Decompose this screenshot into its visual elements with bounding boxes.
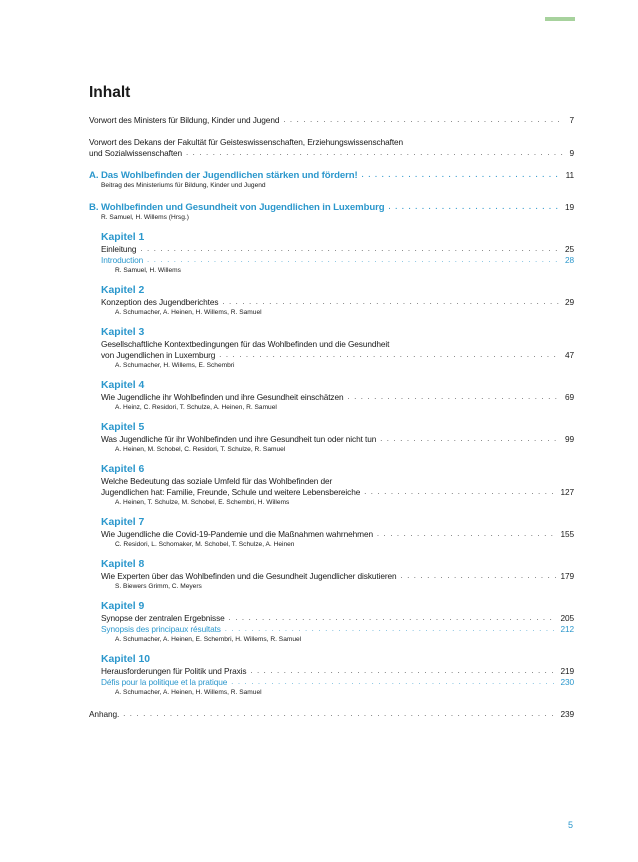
leader-dots <box>380 434 561 445</box>
chapter-label-7: Kapitel 7 <box>101 517 145 528</box>
toc-entry-konzeption[interactable] <box>89 297 574 308</box>
entry-page: 19 <box>564 202 574 212</box>
entry-page: 29 <box>564 297 574 307</box>
entry-text-line2: und Sozialwissenschaften <box>89 148 183 158</box>
entry-page: 155 <box>560 529 574 539</box>
entry-text: Vorwort des Ministers für Bildung, Kinder und Jugend <box>89 115 280 125</box>
page-title: Inhalt <box>89 84 131 101</box>
toc-entry-einschaetzen[interactable] <box>89 392 574 403</box>
toc-entry-vorwort-minister[interactable] <box>89 115 574 126</box>
entry-page: 99 <box>564 434 574 444</box>
toc-section-b[interactable] <box>89 202 574 213</box>
leader-dots <box>147 255 561 266</box>
leader-dots <box>123 709 556 720</box>
leader-dots <box>401 571 557 582</box>
chapter-label-6: Kapitel 6 <box>101 464 145 475</box>
toc-entry-synopsis[interactable] <box>89 624 574 635</box>
entry-text-line2: Jugendlichen hat: Familie, Freunde, Schule und weitere Lebensbereiche <box>101 487 361 497</box>
toc-entry-vorwort-dekan[interactable] <box>89 137 574 159</box>
chapter-label-9: Kapitel 9 <box>101 601 145 612</box>
entry-text: Synopsis des principaux résultats <box>101 624 221 634</box>
chapter-label-5: Kapitel 5 <box>101 422 145 433</box>
chapter-label-4: Kapitel 4 <box>101 380 145 391</box>
entry-text: Wie Jugendliche ihr Wohlbefinden und ihre Gesundheit einschätzen <box>101 392 344 402</box>
toc-entry-introduction[interactable] <box>89 255 574 266</box>
chapter-label-3: Kapitel 3 <box>101 327 145 338</box>
entry-page: 230 <box>560 677 574 687</box>
toc-entry-herausforderungen[interactable] <box>89 666 574 677</box>
entry-text: Einleitung <box>101 244 137 254</box>
chapter-authors: A. Schumacher, A. Heinen, H. Willems, R. Samuel <box>115 689 262 696</box>
section-title: B. Wohlbefinden und Gesundheit von Jugendlichen in Luxemburg <box>89 202 385 213</box>
table-of-contents <box>89 84 574 720</box>
chapter-authors: A. Schumacher, H. Willems, E. Schembri <box>115 362 235 369</box>
entry-page: 9 <box>569 148 574 158</box>
entry-text-line2: von Jugendlichen in Luxemburg <box>101 350 216 360</box>
leader-dots <box>250 666 556 677</box>
entry-text: Konzeption des Jugendberichtes <box>101 297 219 307</box>
section-title: A. Das Wohlbefinden der Jugendlichen stärken und fördern! <box>89 170 358 181</box>
entry-page: 205 <box>560 613 574 623</box>
toc-entry-anhang[interactable] <box>89 709 574 720</box>
entry-text-line1: Vorwort des Dekans der Fakultät für Geisteswissenschaften, Erziehungswissenschaften <box>89 137 404 147</box>
chapter-label-8: Kapitel 8 <box>101 559 145 570</box>
leader-dots <box>364 487 556 498</box>
entry-text: Défis pour la politique et la pratique <box>101 677 228 687</box>
entry-text-line1: Welche Bedeutung das soziale Umfeld für das Wohlbefinden der <box>101 476 333 486</box>
toc-entry-einleitung[interactable] <box>89 244 574 255</box>
leader-dots <box>362 170 562 181</box>
leader-dots <box>229 613 557 624</box>
chapter-authors: C. Residori, L. Schomaker, M. Schobel, T. Schulze, A. Heinen <box>115 541 295 548</box>
toc-entry-kontextbedingungen[interactable] <box>89 339 574 361</box>
leader-dots <box>231 677 556 688</box>
chapter-authors: R. Samuel, H. Willems <box>115 267 181 274</box>
leader-dots <box>389 202 561 213</box>
toc-entry-covid[interactable] <box>89 529 574 540</box>
entry-text-line1: Gesellschaftliche Kontextbedingungen für das Wohlbefinden und die Gesundheit <box>101 339 390 349</box>
chapter-authors: A. Schumacher, A. Heinen, H. Willems, R. Samuel <box>115 309 262 316</box>
entry-page: 127 <box>560 487 574 497</box>
leader-dots <box>283 115 565 126</box>
entry-page: 25 <box>564 244 574 254</box>
page-number: 5 <box>568 820 574 830</box>
toc-entry-experten[interactable] <box>89 571 574 582</box>
entry-text: Introduction <box>101 255 144 265</box>
accent-bar <box>545 17 575 21</box>
entry-text: Synopse der zentralen Ergebnisse <box>101 613 225 623</box>
toc-entry-tun[interactable] <box>89 434 574 445</box>
entry-page: 11 <box>565 170 574 180</box>
entry-page: 28 <box>564 255 574 265</box>
section-authors: Beitrag des Ministeriums für Bildung, Kinder und Jugend <box>101 182 266 189</box>
leader-dots <box>219 350 561 361</box>
chapter-authors: A. Schumacher, A. Heinen, E. Schembri, H. Willems, R. Samuel <box>115 636 302 643</box>
leader-dots <box>140 244 561 255</box>
entry-text: Anhang. <box>89 709 120 719</box>
chapter-authors: A. Heinen, M. Schobel, C. Residori, T. Schulze, R. Samuel <box>115 446 286 453</box>
leader-dots <box>348 392 561 403</box>
leader-dots <box>222 297 561 308</box>
entry-page: 239 <box>560 709 574 719</box>
leader-dots <box>225 624 557 635</box>
entry-page: 7 <box>569 115 574 125</box>
toc-section-a[interactable] <box>89 170 574 181</box>
chapter-authors: A. Heinz, C. Residori, T. Schulze, A. Heinen, R. Samuel <box>115 404 277 411</box>
section-authors: R. Samuel, H. Willems (Hrsg.) <box>101 214 189 221</box>
leader-dots <box>186 148 565 159</box>
entry-text: Wie Jugendliche die Covid-19-Pandemie und die Maßnahmen wahrnehmen <box>101 529 373 539</box>
entry-page: 69 <box>564 392 574 402</box>
entry-page: 219 <box>560 666 574 676</box>
entry-page: 212 <box>560 624 574 634</box>
toc-entry-synopse[interactable] <box>89 613 574 624</box>
chapter-authors: A. Heinen, T. Schulze, M. Schobel, E. Schembri, H. Willems <box>115 499 290 506</box>
chapter-label-2: Kapitel 2 <box>101 285 145 296</box>
entry-text: Herausforderungen für Politik und Praxis <box>101 666 247 676</box>
toc-entry-defis[interactable] <box>89 677 574 688</box>
entry-page: 47 <box>564 350 574 360</box>
toc-entry-umfeld[interactable] <box>89 476 574 498</box>
chapter-label-10: Kapitel 10 <box>101 654 151 665</box>
chapter-authors: S. Biewers Grimm, C. Meyers <box>115 583 202 590</box>
leader-dots <box>377 529 556 540</box>
chapter-label-1: Kapitel 1 <box>101 232 145 243</box>
entry-text: Wie Experten über das Wohlbefinden und die Gesundheit Jugendlicher diskutieren <box>101 571 397 581</box>
entry-page: 179 <box>560 571 574 581</box>
entry-text: Was Jugendliche für ihr Wohlbefinden und ihre Gesundheit tun oder nicht tun <box>101 434 377 444</box>
